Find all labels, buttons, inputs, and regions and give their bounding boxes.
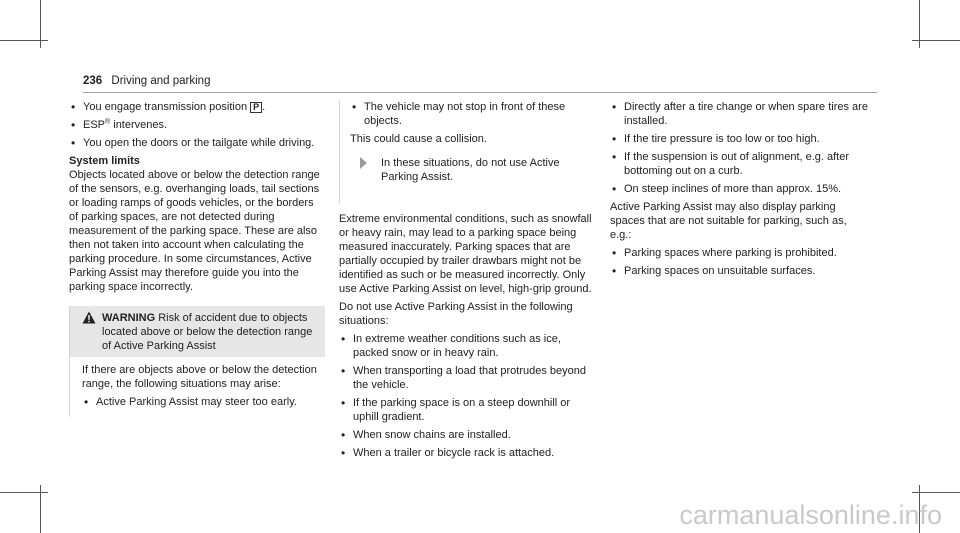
system-limits-text: Objects located above or below the detection range of the sensors, e.g. overhanging loads, tail sections or loading ramps of goods vehicles, or the borders of parking spaces, are not detected during measurement of the parking space. These are also then not taken into account when calculating the parking procedure. In some circumstances, Active Parking Assist may therefore guide you into the parking space incorrectly.	[69, 169, 320, 293]
crop-mark	[912, 492, 960, 493]
warning-triangle-icon	[82, 311, 102, 353]
column-left	[69, 100, 325, 417]
list-item: • Directly after a tire change or when spare tires are installed.	[610, 100, 868, 128]
instruction	[350, 156, 590, 184]
list-item: • You open the doors or the tailgate while driving.	[69, 136, 325, 150]
list-item: • In extreme weather conditions such as ice, packed snow or in heavy rain.	[339, 332, 596, 360]
page-header	[83, 75, 210, 87]
bullet-list	[339, 332, 596, 460]
warning-text: If there are objects above or below the detection range, the following situations may arise:	[82, 364, 317, 390]
bullet-list	[610, 100, 868, 196]
header-rule	[83, 92, 877, 93]
column-right	[610, 100, 868, 282]
warning-body	[70, 357, 325, 417]
list-item: • Parking spaces on unsuitable surfaces.	[610, 264, 868, 278]
list-item: • When snow chains are installed.	[339, 428, 596, 442]
warning-header	[70, 306, 325, 357]
watermark: carmanualsonline.info	[679, 500, 942, 530]
warning-list	[82, 395, 319, 409]
crop-mark	[0, 492, 48, 493]
list-item: • You engage transmission position P .	[69, 100, 325, 114]
list-item: • The vehicle may not stop in front of these objects.	[350, 100, 590, 128]
list-item: • If the parking space is on a steep downhill or uphill gradient.	[339, 396, 596, 424]
list-item: • Parking spaces where parking is prohibited.	[610, 246, 868, 260]
situations-text: Do not use Active Parking Assist in the following situations:	[339, 301, 573, 327]
list-item: • If the tire pressure is too low or too high.	[610, 132, 868, 146]
bullet-list	[350, 100, 590, 128]
list-item: • Active Parking Assist may steer too early.	[82, 395, 319, 409]
warning-title: Risk of accident due to objects located above or below the detection range of Active Parking Assist	[102, 312, 313, 352]
collision-text: This could cause a collision.	[350, 133, 487, 145]
p-key-symbol: P	[250, 102, 262, 113]
list-item: • ESP® intervenes.	[69, 118, 325, 132]
crop-mark	[0, 40, 48, 41]
system-limits-heading: System limits	[69, 155, 140, 167]
instruction-text: In these situations, do not use Active Parking Assist.	[381, 157, 560, 183]
bullet-list	[69, 100, 325, 150]
warning-box-continued	[339, 100, 596, 204]
crop-mark	[912, 40, 960, 41]
extreme-conditions-text: Extreme environmental conditions, such as snowfall or heavy rain, may lead to a parking space being measured inaccurately. Parking spaces that are partially occupied by trailer drawbars might not be identified as such or be measured incorrectly. Only use Active Parking Assist on level, high-grip ground.	[339, 213, 592, 295]
column-middle	[339, 100, 596, 464]
warning-label: WARNING	[102, 312, 156, 324]
display-text: Active Parking Assist may also display parking spaces that are not suitable for parking, such as, e.g.:	[610, 201, 847, 241]
warning-box	[69, 306, 325, 417]
list-item: • When transporting a load that protrudes beyond the vehicle.	[339, 364, 596, 392]
list-item: • When a trailer or bicycle rack is attached.	[339, 446, 596, 460]
arrow-right-icon	[360, 157, 367, 169]
list-item: • If the suspension is out of alignment, e.g. after bottoming out on a curb.	[610, 150, 868, 178]
page-number: 236	[83, 75, 103, 87]
list-item: • On steep inclines of more than approx. 15%.	[610, 182, 868, 196]
bullet-list	[610, 246, 868, 278]
section-title: Driving and parking	[111, 75, 211, 87]
